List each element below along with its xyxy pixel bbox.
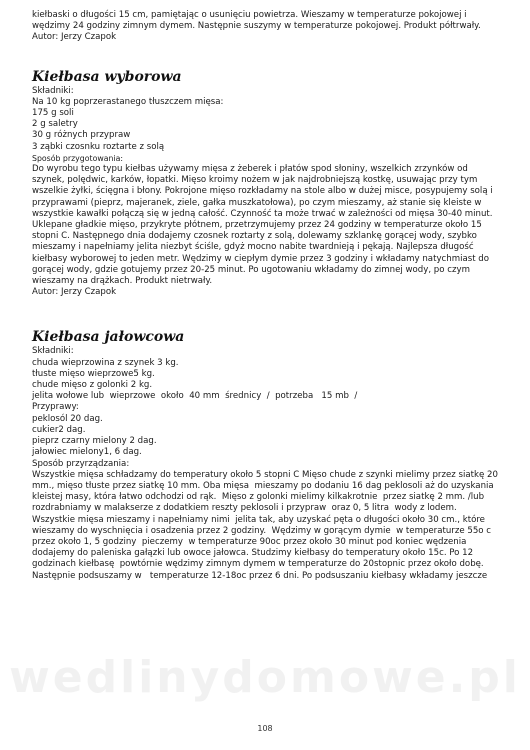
site-watermark: wedlinydomowe.pl	[9, 652, 521, 703]
intro-author: Autor: Jerzy Czapok	[32, 32, 117, 43]
intro-line: wędzimy 24 godziny zimnym dymem. Następnie suszymy w temperaturze pokojowej. Produkt półtrwały.	[32, 21, 481, 32]
spice-item: pieprz czarny mielony 2 dag.	[32, 436, 157, 447]
ingredient-item: tłuste mięso wieprzowe5 kg.	[32, 368, 155, 379]
ingredient-item: chude mięso z golonki 2 kg.	[32, 380, 153, 391]
ingredient-item: 30 g różnych przypraw	[32, 130, 131, 141]
method-line: mm., mięso tłuste przez siatkę 10 mm. Oba mięsa mieszamy po dodaniu 16 dag peklosoli aż do uzyskania	[32, 480, 494, 491]
recipe-kielbasa-jalowcowa	[32, 328, 500, 581]
spice-item: cukier2 dag.	[32, 424, 86, 435]
ingredient-item: 2 g saletry	[32, 119, 78, 130]
ingredient-item: Na 10 kg poprzerastanego tłuszczem mięsa:	[32, 96, 224, 107]
method-line: szynek, polędwic, karków, łopatki. Mięso kroimy nożem w jak najdrobniejszą kostkę, usuwając przy tym	[32, 175, 478, 186]
method-line: wieszamy na drążkach. Produkt nietrwały.	[32, 276, 213, 287]
method-line: przez około 1, 5 godziny pieczemy w temperaturze 90oc przez około 30 minut pod koniec wędzenia	[32, 536, 467, 547]
method-line: wszystkie kawałki połączą się w jedną całość. Czynność ta może trwać w zależności od mięsa 30-40 minut.	[32, 208, 493, 219]
method-line: Następnie podsuszamy w temperaturze 12-18oc przez 6 dni. Po podsuszaniu kiełbasy wkładamy jeszcze	[32, 570, 488, 581]
page-content	[32, 10, 500, 582]
spices-heading: Przyprawy:	[32, 402, 79, 413]
method-line: mieszamy i napełniamy jelita niezbyt ściśle, gdyż mocno nabite twardnieją i pękają. Najlepsza długość	[32, 242, 474, 253]
method-line: Uklepane gładkie mięso, przykryte płótnem, przetrzymujemy przez 24 godziny w temperaturze około 15	[32, 220, 482, 231]
recipe-title: Kiełbasa jałowcowa	[32, 329, 185, 346]
ingredients-heading: Składniki:	[32, 85, 74, 96]
ingredient-item: 175 g soli	[32, 108, 74, 119]
method-heading: Sposób przygotowania:	[32, 153, 124, 163]
ingredients-heading: Składniki:	[32, 346, 74, 357]
method-line: gorącej wody, gdzie gotujemy przez 20-25 minut. Po ugotowaniu wkładamy do zimnej wody, po czym	[32, 264, 470, 275]
intro-text	[32, 10, 500, 44]
method-line: rozdrabniamy w malakserze z dodatkiem reszty peklosoli i przypraw oraz 0, 5 litra wody z lodem.	[32, 503, 457, 514]
method-line: dodajemy do paleniska gałązki lub owoce jałowca. Studzimy kiełbasy do temperatury około 15c. Po 12	[32, 548, 474, 559]
method-line: kleistej masy, która łatwo odchodzi od rąk. Mięso z golonki mielimy kilkakrotnie przez siatkę 2 mm. /lub	[32, 492, 485, 503]
method-line: Do wyrobu tego typu kiełbas używamy mięsa z żeberek i płatów spod słoniny, wszelkich zrzynków od	[32, 164, 468, 175]
recipe-title: Kiełbasa wyborowa	[32, 68, 182, 85]
intro-line: kiełbaski o długości 15 cm, pamiętając o usunięciu powietrza. Wieszamy w temperaturze pokojowej i	[32, 10, 467, 20]
method-line: kiełbasy wyborowej to jeden metr. Wędzimy w ciepłym dymie przez 3 godziny i wkładamy natychmiast do	[32, 253, 490, 264]
ingredient-item: chuda wieprzowina z szynek 3 kg.	[32, 357, 179, 368]
spice-item: peklosól 20 dag.	[32, 413, 103, 424]
method-line: stopni C. Następnego dnia dodajemy czosnek roztarty z solą, dolewamy szklankę gorącej wody, szybko	[32, 231, 477, 242]
method-line: Wszystkie mięsa mieszamy i napełniamy nimi jelita tak, aby uzyskać pęta o długości około 30 cm., które	[32, 514, 485, 525]
method-line: wieszamy do wyschnięcia i osadzenia przez 2 godziny. Wędzimy w gorącym dymie w temperaturze 55o c	[32, 525, 492, 536]
spice-item: jałowiec mielony1, 6 dag.	[32, 447, 142, 458]
method-line: wszelkie żyłki, ścięgna i błony. Pokrojone mięso rozkładamy na stole albo w dużej misce, posypujemy solą i	[32, 186, 493, 197]
method-line: godzinach kiełbasę powtórnie wędzimy zimnym dymem w temperaturze do 20stopnic przez około dobę.	[32, 559, 484, 570]
method-line: Wszystkie mięsa schładzamy do temperatury około 5 stopni C Mięso chude z szynki mielimy przez siatkę 20	[32, 469, 498, 480]
method-heading: Sposób przyrządzania:	[32, 458, 130, 469]
ingredient-item: 3 ząbki czosnku roztarte z solą	[32, 141, 165, 152]
recipe-author: Autor: Jerzy Czapok	[32, 287, 117, 298]
method-line: przyprawami (pieprz, majeranek, ziele, gałka muszkatołowa), po czym mieszamy, aż stanie się kleiste w	[32, 197, 482, 208]
ingredient-item: jelita wołowe lub wieprzowe około 40 mm średnicy / potrzeba 15 mb /	[32, 391, 358, 402]
page-number: 108	[257, 724, 273, 733]
recipe-kielbasa-wyborowa	[32, 68, 500, 299]
